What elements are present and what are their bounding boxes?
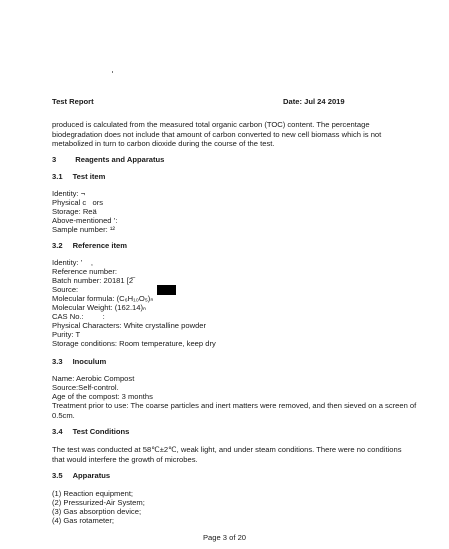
ref-item-storage-conditions: Storage conditions: Room temperature, keep dry: [52, 339, 216, 348]
ref-item-cas-number: CAS No.: :: [52, 312, 105, 321]
ref-item-identity: Identity: ’ ,: [52, 258, 93, 267]
apparatus-item-4: (4) Gas rotameter;: [52, 516, 115, 525]
section-3-3-heading: [52, 357, 106, 367]
section-3-title: Reagents and Apparatus: [75, 155, 165, 164]
inoculum-source: Source:Self-control.: [52, 383, 119, 392]
ref-item-source: Source:: [52, 285, 83, 294]
section-3-2-heading: [52, 241, 127, 251]
report-header-title: Test Report: [52, 97, 94, 106]
apparatus-item-3: (3) Gas absorption device;: [52, 507, 142, 516]
apparatus-item-2: (2) Pressurized-Air System;: [52, 498, 145, 507]
ref-item-batch-number: Batch number: 20181 [2̅: [52, 276, 134, 285]
ref-item-reference-number: Reference number:: [52, 267, 118, 276]
test-conditions-text: The test was conducted at 58℃±2℃, weak light, and under steam conditions. There were no conditions that would interfere the growth of microbes.: [52, 445, 402, 464]
ref-item-molecular-weight: Molecular Weight: (162.14)ₙ: [52, 303, 147, 312]
apparatus-item-1: (1) Reaction equipment;: [52, 489, 134, 498]
section-3-1-title: Test item: [72, 172, 106, 181]
test-item-above-mentioned: Above-mentioned ’:: [52, 216, 118, 225]
section-3-4-title: Test Conditions: [72, 427, 130, 436]
ref-item-molecular-formula: Molecular formula: (C₆H₁₀O₅)ₙ: [52, 294, 154, 303]
section-3-5-title: Apparatus: [72, 471, 111, 480]
test-item-identity: Identity: ¬: [52, 189, 86, 198]
inoculum-treatment: Treatment prior to use: The coarse particles and inert matters were removed, and then sieved on a screen of 0.5cm.: [52, 401, 417, 420]
ref-item-physical-characters: Physical Characters: White crystalline powder: [52, 321, 207, 330]
section-3-2-title: Reference item: [72, 241, 128, 250]
inoculum-age: Age of the compost: 3 months: [52, 392, 153, 401]
test-item-sample-number: Sample number: ¹²: [52, 225, 115, 234]
inoculum-name: Name: Aerobic Compost: [52, 374, 135, 383]
test-item-storage: Storage: Reä: [52, 207, 97, 216]
report-header-date: Date: Jul 24 2019: [283, 97, 345, 106]
section-3-4-heading: [52, 427, 129, 437]
section-3-5-heading: [52, 471, 110, 481]
ref-item-purity: Purity: T: [52, 330, 81, 339]
section-3-2-number: 3.2: [52, 241, 63, 250]
section-3-4-number: 3.4: [52, 427, 63, 436]
test-item-physical: Physical c ors: [52, 198, 104, 207]
page-number: Page 3 of 20: [202, 533, 247, 542]
section-3-1-number: 3.1: [52, 172, 63, 181]
section-3-3-title: Inoculum: [72, 357, 107, 366]
section-3-number: 3: [52, 155, 57, 164]
section-3-3-number: 3.3: [52, 357, 63, 366]
intro-paragraph: produced is calculated from the measured total organic carbon (TOC) content. The percentage biodegradation does not include that amount of carbon converted to new cell biomass which is not metabolized in turn to carbon dioxide during the course of the test.: [52, 120, 382, 149]
section-3-1-heading: [52, 172, 105, 182]
section-3-5-number: 3.5: [52, 471, 63, 480]
section-3-heading: [52, 155, 164, 165]
scan-speck: [112, 71, 113, 73]
redaction-block: [157, 285, 176, 295]
